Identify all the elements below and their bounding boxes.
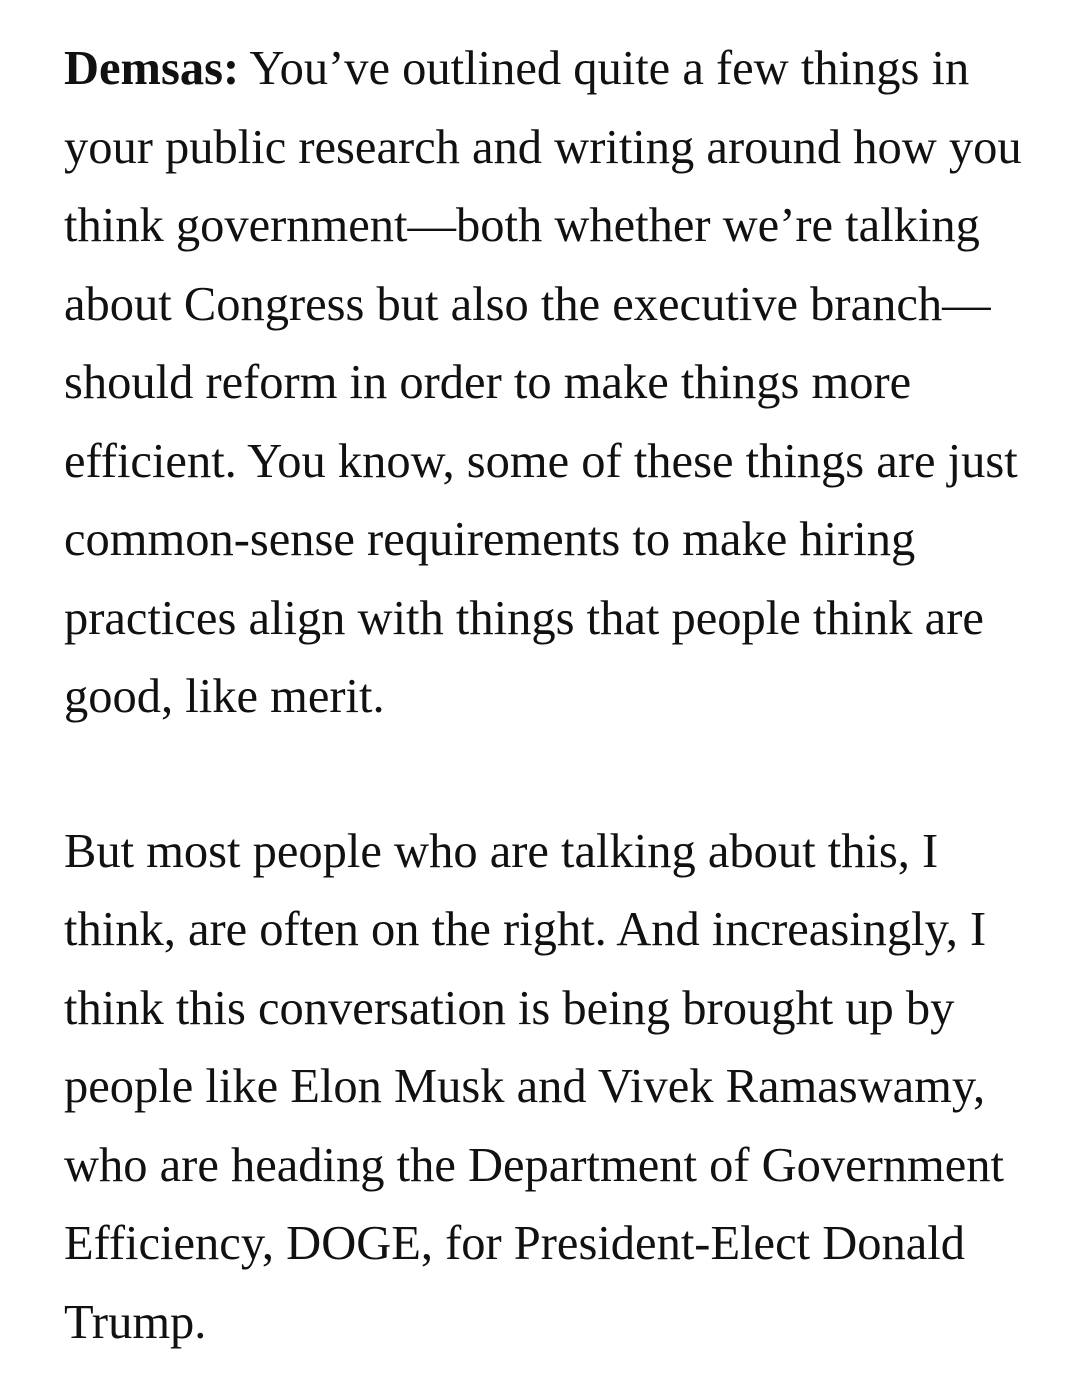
paragraph-2 <box>64 813 1024 1363</box>
speaker-name: Demsas: <box>64 42 240 95</box>
paragraph-1 <box>64 30 1024 737</box>
paragraph-2-text: But most people who are talking about this, I think, are often on the right. And increasingly, I think this conversation is being brought up by people like Elon Musk and Vivek Ramaswamy, who are heading the Department of Government Efficiency, DOGE, for President-Elect Donald Trump. <box>64 824 1005 1349</box>
article-body <box>64 30 1024 1362</box>
paragraph-1-text: You’ve outlined quite a few things in your public research and writing around how you think government—both whether we’re talking about Congress but also the executive branch—should reform in order to make things more efficient. You know, some of these things are just common-sense requirements to make hiring practices align with things that people think are good, like merit. <box>64 42 1022 723</box>
